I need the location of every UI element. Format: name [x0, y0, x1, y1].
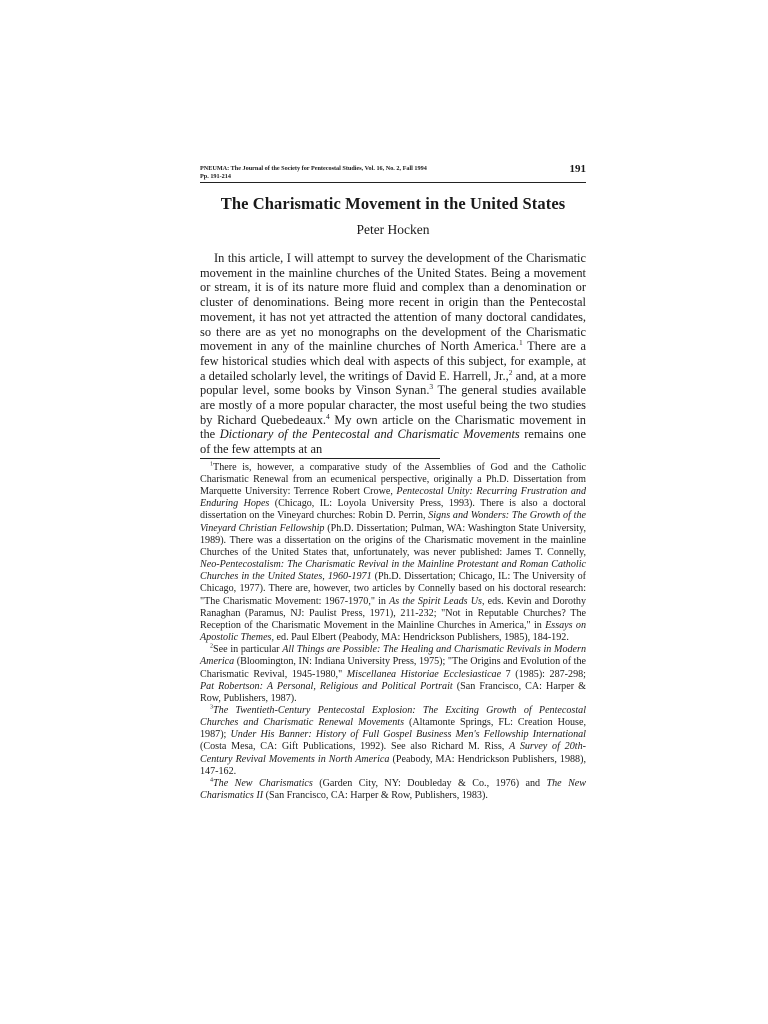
footnote-2: [200, 644, 586, 705]
footnote-italic-text: Under His Banner: History of Full Gospel Business Men's Fellowship International: [230, 729, 586, 741]
footnote-text: (Peabody, MA: Hendrickson Publishers, 1988), 147-162.: [200, 753, 586, 777]
footnote-marker: 4: [210, 777, 214, 784]
journal-line-1: PNEUMA: The Journal of the Society for Pentecostal Studies, Vol. 16, No. 2, Fall 1994: [200, 165, 427, 172]
footnote-marker: 3: [210, 704, 214, 711]
footnote-marker: 2: [210, 643, 214, 650]
body-marker: 1: [518, 338, 523, 348]
page-number: 191: [569, 163, 586, 175]
body-text: The general studies available are mostly of a more popular character, the most useful being the two studies by Richard Quebedeaux.: [200, 383, 586, 427]
body-text: remains one of the few attempts at an: [200, 427, 586, 457]
article-page: [200, 165, 586, 802]
footnote-italic-text: Neo-Pentecostalism: The Charismatic Revival in the Mainline Protestant and Roman Catholic Churches in the United States, 1960-1971: [200, 559, 586, 583]
footnote-italic-text: Signs and Wonders: The Growth of the Vineyard Christian Fellowship: [200, 510, 586, 534]
footnote-italic-text: The New Charismatics II: [200, 777, 587, 802]
footnote-3: [200, 705, 586, 778]
footnote-text: There is, however, a comparative study of the Assemblies of God and the Catholic Charismatic Renewal from an ecumenical perspective, originally a Ph.D. Dissertation from Marquette University: Terrence Robert Crowe,: [200, 461, 586, 498]
body-text: and, at a more popular level, some books by Vinson Synan.: [200, 368, 587, 398]
footnote-text: See in particular: [213, 644, 283, 656]
body-paragraph: [200, 251, 586, 457]
footnote-1: [200, 462, 586, 644]
body-text: My own article on the Charismatic movement in the: [200, 412, 586, 442]
footnotes: [200, 462, 586, 802]
footnote-italic-text: Miscellanea Historiae Ecclesiasticae: [346, 668, 502, 680]
footnote-text: (Ph.D. Dissertation; Pulman, WA: Washington State University, 1989). There was a dissertation on the origins of the Charismatic movement in the mainline Churches of the United States that, unfortunately, was never published: James T. Connelly,: [200, 522, 586, 558]
footnote-italic-text: All Things are Possible: The Healing and Charismatic Revivals in Modern America: [200, 644, 586, 668]
footnote-marker: 1: [210, 461, 214, 468]
body-marker: 3: [429, 382, 434, 392]
footnote-text: (Bloomington, IN: Indiana University Press, 1975); "The Origins and Evolution of the Charismatic Revival, 1945-1980,": [200, 656, 586, 680]
footnote-text: (Garden City, NY: Doubleday & Co., 1976) and: [312, 777, 547, 789]
footnote-text: 7 (1985): 287-298;: [501, 668, 586, 680]
footnote-text: eds. Kevin and Dorothy Ranaghan (Paramus, NJ: Paulist Press, 1971), 211-232; "Not in Reputable Churches? The Reception of the Charismatic Movement in the Mainline Churches in America," in: [200, 595, 586, 631]
body-marker: 4: [326, 411, 330, 421]
journal-citation: [200, 165, 427, 180]
footnote-4: [200, 778, 586, 802]
article-title: The Charismatic Movement in the United States: [220, 194, 566, 213]
body-text: There are a few historical studies which deal with aspects of this subject, for example, at a detailed scholarly level, the writings of David E. Harrell, Jr.,: [200, 339, 586, 383]
body-italic-text: Dictionary of the Pentecostal and Charismatic Movements: [219, 427, 520, 442]
running-header: [200, 165, 586, 183]
footnote-italic-text: As the Spirit Leads Us,: [389, 595, 485, 607]
footnote-italic-text: Essays on Apostolic Themes,: [200, 619, 586, 644]
article-author: Peter Hocken: [356, 222, 430, 237]
footnote-text: (San Francisco, CA: Harper & Row, Publishers, 1987).: [200, 680, 586, 704]
footnote-text: (Chicago, IL: Loyola University Press, 1993). There is also a doctoral dissertation on the Vineyard churches: Robin D. Perrin,: [200, 498, 586, 522]
footnote-italic-text: The New Charismatics: [213, 777, 313, 789]
body-text: In this article, I will attempt to survey the development of the Charismatic movement in the mainline churches of the United States. Being a movement or stream, it is of its nature more fluid and complex than a denomination or cluster of denominations. Being more recent in origin than the Pentecostal movement, it has not yet attracted the attention of many doctoral candidates, so there are as yet no monographs on the development of the Charismatic movement in any of the mainline churches of North America.: [200, 251, 586, 354]
footnote-text: ed. Paul Elbert (Peabody, MA: Hendrickson Publishers, 1985), 184-192.: [274, 632, 569, 644]
journal-line-2: Pp. 191-214: [200, 172, 231, 180]
footnote-text: (Ph.D. Dissertation; Chicago, IL: The University of Chicago, 1977). There are, however, two articles by Connelly based on his doctoral research: "The Charismatic Movement: 1967-1970," in: [200, 571, 586, 607]
footnote-italic-text: Pat Robertson: A Personal, Religious and Political Portrait: [200, 680, 453, 692]
footnote-italic-text: The Twentieth-Century Pentecostal Explosion: The Exciting Growth of Pentecostal Churches and Charismatic Renewal Movements: [200, 704, 586, 729]
body-marker: 2: [508, 367, 513, 377]
footnote-text: (Costa Mesa, CA: Gift Publications, 1992). See also Richard M. Riss,: [200, 741, 510, 753]
footnote-text: (Altamonte Springs, FL: Creation House, 1987);: [200, 717, 586, 741]
footnote-italic-text: Pentecostal Unity: Recurring Frustration and Enduring Hopes: [200, 486, 586, 510]
footnote-italic-text: A Survey of 20th-Century Revival Movements in North America: [200, 741, 586, 765]
footnote-text: (San Francisco, CA: Harper & Row, Publishers, 1983).: [263, 790, 488, 802]
footnote-divider: [200, 458, 440, 459]
